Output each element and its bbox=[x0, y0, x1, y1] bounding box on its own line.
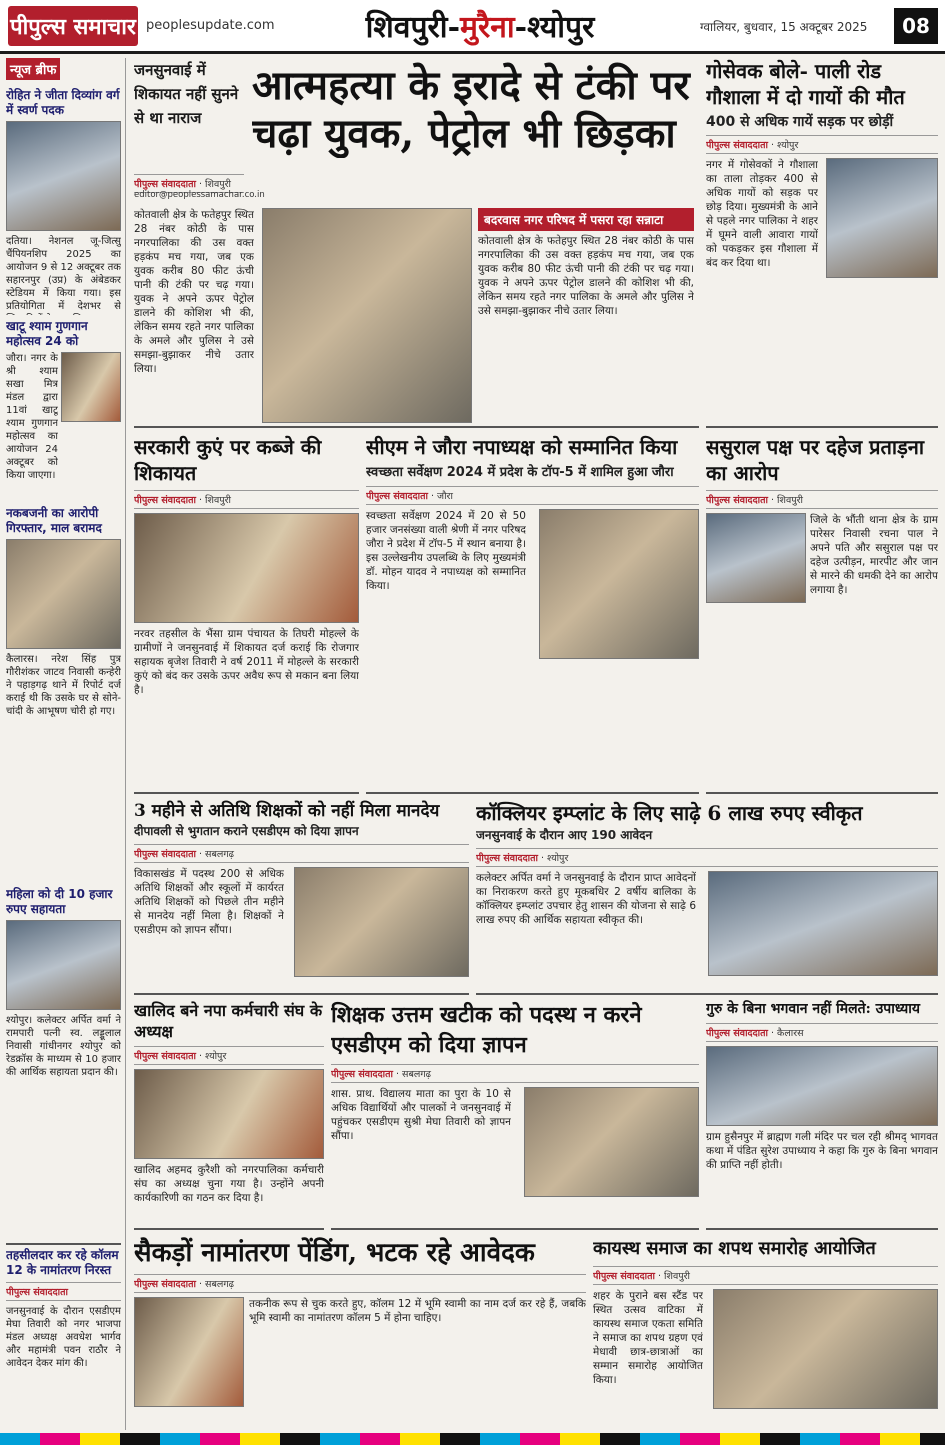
brief-title: रोहित ने जीता दिव्यांग वर्ग में स्वर्ण पदक bbox=[6, 88, 120, 117]
khalid-body: खालिद अहमद कुरैशी को नगरपालिका कर्मचारी संघ का अध्यक्ष चुना गया है। उन्होंने अपनी कार्यकारिणी का गठन कर दिया है। bbox=[134, 1164, 324, 1204]
byline-source: पीपुल्स संवाददाता bbox=[706, 495, 768, 506]
lead-body-cont: कोतवाली क्षेत्र के फतेहपुर स्थित 28 नंबर कोठी के पास नगरपालिका की उस वक्त हड़कंप मच गया, जब एक युवक करीब 80 फीट ऊंची पानी की टंकी पर चढ़ गया। युवक ने अपने ऊपर पेट्रोल डालने की कोशिश भी की, लेकिन समय रहते नगर पालिका के अमले और पुलिस ने उसे समझा-बुझाकर नीचे उतार लिया। bbox=[478, 235, 694, 317]
byline-source: पीपुल्स संवाददाता bbox=[476, 853, 538, 864]
lead-story bbox=[134, 58, 699, 428]
cochlear-subhead: जनसुनवाई के दौरान आए 190 आवेदन bbox=[476, 828, 653, 842]
guru-headline: गुरु के बिना भगवान नहीं मिलते: उपाध्याय bbox=[706, 1001, 921, 1017]
byline: पीपुल्स संवाददाता · श्योपुर bbox=[134, 1046, 324, 1065]
shikshak-photo bbox=[524, 1087, 699, 1197]
story-strap: बदरवास नगर परिषद में पसरा रहा सन्नाटा bbox=[478, 208, 694, 231]
cm-story bbox=[366, 434, 699, 794]
namantaran-photo bbox=[134, 1297, 244, 1407]
byline: पीपुल्स संवाददाता · शिवपुरी bbox=[706, 490, 938, 509]
news-brief-column bbox=[6, 58, 126, 1430]
byline-source: पीपुल्स संवाददाता bbox=[6, 1287, 68, 1298]
gaushala-story bbox=[706, 58, 938, 428]
byline-place: शिवपुरी bbox=[777, 495, 803, 506]
kayasth-photo bbox=[713, 1289, 938, 1409]
atithi-photo bbox=[294, 867, 469, 977]
byline: पीपुल्स संवाददाता · जौरा bbox=[366, 486, 699, 505]
sasural-photo bbox=[706, 513, 806, 603]
byline-place: शिवपुरी bbox=[205, 179, 231, 190]
kayasth-body: शहर के पुराने बस स्टैंड पर स्थित उत्सव वाटिका में कायस्थ समाज एकता समिति ने समाज का शपथ ग्रहण एवं मेधावी छात्र-छात्राओं का सम्मान समारोह आयोजित किया। bbox=[593, 1290, 703, 1386]
lead-photo-tank bbox=[262, 208, 472, 423]
brief-text: दतिया। नेशनल जू-जित्सु चैंपियनशिप 2025 का आयोजन 9 से 12 अक्टूबर तक सहारनपुर (उप्र) के अंबेडकर स्टेडियम में किया गया। इस प्रतियोगिता में देशभर से bbox=[6, 236, 121, 312]
brief-text: जौरा। नगर के श्री श्याम सखा मित्र मंडल द्वारा 11वां खाटू श्याम गुणगान महोत्सव का आयोजन 24 अक्टूबर को किया जाएगा। bbox=[6, 353, 58, 481]
byline-source: पीपुल्स संवाददाता bbox=[331, 1069, 393, 1080]
cm-headline: सीएम ने जौरा नपाध्यक्ष को सम्मानित किया bbox=[366, 435, 678, 459]
byline bbox=[6, 1282, 121, 1301]
byline: पीपुल्स संवाददाता · शिवपुरी bbox=[134, 174, 244, 193]
gaushala-headline: गोसेवक बोले- पाली रोड गौशाला में दो गायों की मौत bbox=[706, 59, 905, 109]
page-number: 08 bbox=[894, 8, 938, 44]
news-brief-tag: न्यूज ब्रीफ bbox=[6, 58, 60, 80]
brief-title: तहसीलदार कर रहे कॉलम 12 के नामांतरण निरस्त bbox=[6, 1243, 121, 1278]
guru-story bbox=[706, 1000, 938, 1230]
shikshak-story bbox=[331, 1000, 699, 1230]
brief-text: जनसुनवाई के दौरान एसडीएम मेघा तिवारी को नगर भाजपा मंडल अध्यक्ष अवधेश भार्गव और महामंत्री पवन राठौर ने आवेदन देकर मांग की। bbox=[6, 1306, 121, 1369]
byline-source: पीपुल्स संवाददाता bbox=[134, 495, 196, 506]
byline-place: श्योपुर bbox=[547, 853, 569, 864]
byline-place: शिवपुरी bbox=[664, 1271, 690, 1282]
sasural-headline: ससुराल पक्ष पर दहेज प्रताड़ना का आरोप bbox=[706, 435, 925, 485]
khalid-story bbox=[134, 1000, 324, 1230]
byline: पीपुल्स संवाददाता · सबलगढ़ bbox=[331, 1064, 699, 1083]
byline-place: श्योपुर bbox=[777, 140, 799, 151]
gaushala-subhead: 400 से अधिक गायें सड़क पर छोड़ीं bbox=[706, 114, 894, 130]
edition-part-a: शिवपुरी- bbox=[365, 10, 461, 45]
cm-subhead: स्वच्छता सर्वेक्षण 2024 में प्रदेश के टॉप-5 में शामिल हुआ जौरा bbox=[366, 465, 674, 480]
khalid-headline: खालिद बने नपा कर्मचारी संघ के अध्यक्ष bbox=[134, 1001, 323, 1041]
byline: पीपुल्स संवाददाता · श्योपुर bbox=[706, 135, 938, 154]
byline: पीपुल्स संवाददाता · शिवपुरी bbox=[593, 1266, 938, 1285]
brief-photo bbox=[6, 539, 121, 649]
sasural-story bbox=[706, 434, 938, 794]
byline-source: पीपुल्स संवाददाता bbox=[366, 491, 428, 502]
namantaran-story bbox=[134, 1236, 586, 1426]
byline: पीपुल्स संवाददाता · सबलगढ़ bbox=[134, 844, 469, 863]
byline-source: पीपुल्स संवाददाता bbox=[134, 179, 196, 190]
color-registration-strip bbox=[0, 1433, 945, 1445]
guru-body: ग्राम हुसैनपुर में ब्राह्मण गली मंदिर पर चल रही श्रीमद् भागवत कथा में पंडित सुरेश उपाध्याय ने कहा कि गुरु के बिना भगवान की प्राप्ति नहीं होती। bbox=[706, 1131, 938, 1171]
khalid-photo bbox=[134, 1069, 324, 1159]
byline: पीपुल्स संवाददाता · शिवपुरी bbox=[134, 490, 359, 509]
byline-place: सबलगढ़ bbox=[205, 849, 235, 860]
lead-body: कोतवाली क्षेत्र के फतेहपुर स्थित 28 नंबर कोठी के पास नगरपालिका की उस वक्त हड़कंप मच गया, जब एक युवक करीब 80 फीट ऊंची पानी की टंकी पर चढ़ गया। युवक ने अपने ऊपर पेट्रोल डालने की कोशिश भी की, लेकिन समय रहते नगर पालिका के अमले और पुलिस ने उसे समझा-बुझाकर नीचे उतार लिया। bbox=[134, 209, 254, 375]
byline-place: कैलारस bbox=[777, 1028, 804, 1039]
byline: पीपुल्स संवाददाता · कैलारस bbox=[706, 1023, 938, 1042]
sarkari-story bbox=[134, 434, 359, 794]
site-url[interactable]: peoplesupdate.com bbox=[146, 18, 275, 33]
cochlear-headline: कॉक्लियर इम्प्लांट के लिए साढ़े 6 लाख रुपए स्वीकृत bbox=[476, 801, 863, 825]
byline-source: पीपुल्स संवाददाता bbox=[134, 1279, 196, 1290]
shikshak-headline: शिक्षक उत्तम खटीक को पदस्थ न करने एसडीएम को दिया ज्ञापन bbox=[331, 1002, 642, 1058]
byline: पीपुल्स संवाददाता · श्योपुर bbox=[476, 848, 938, 867]
sasural-body: जिले के भौंती थाना क्षेत्र के ग्राम पारेसर निवासी रचना पाल ने अपने पति और ससुराल पक्ष पर दहेज उत्पीड़न, मारपीट और जान से मारने की धमकी देने का आरोप लगाया है। bbox=[810, 514, 938, 596]
byline-place: जौरा bbox=[437, 491, 453, 502]
cochlear-photo bbox=[708, 871, 938, 976]
brief-title: महिला को दी 10 हजार रुपए सहायता bbox=[6, 887, 113, 916]
brief-photo bbox=[61, 352, 121, 422]
sarkari-body: नरवर तहसील के भैंसा ग्राम पंचायत के तिघरी मोहल्ले के ग्रामीणों ने जनसुनवाई में शिकायत दर्ज कराई कि रोजगार सहायक बृजेश तिवारी ने वर्ष 2011 में मोहल्ले के सरकारी कुएं को बंद कर उसके ऊपर अवैध रूप से मकान बना लिया है। bbox=[134, 628, 359, 696]
atithi-story bbox=[134, 800, 469, 995]
namantaran-headline: सैकड़ों नामांतरण पेंडिंग, भटक रहे आवेदक bbox=[134, 1238, 535, 1268]
byline-email: editor@peoplessamachar.co.in bbox=[134, 190, 265, 200]
namantaran-body: तकनीक रूप से चुक करते हुए, कॉलम 12 में भूमि स्वामी का नाम दर्ज कर रहे हैं, जबकि भूमि स्वामी का नामांतरण कॉलम 5 में होना चाहिए। bbox=[249, 1298, 586, 1324]
guru-photo bbox=[706, 1046, 938, 1126]
newspaper-logo: पीपुल्स समाचार bbox=[8, 6, 138, 46]
byline-place: शिवपुरी bbox=[205, 495, 231, 506]
side-note: जनसुनवाई में शिकायत नहीं सुनने से था नाराज bbox=[134, 61, 239, 127]
sarkari-photo bbox=[134, 513, 359, 623]
byline-place: सबलगढ़ bbox=[205, 1279, 235, 1290]
cochlear-body: कलेक्टर अर्पित वर्मा ने जनसुनवाई के दौरान प्राप्त आवेदनों का निराकरण करते हुए मूकबधिर 2 वर्षीय बालिका के कॉक्लियर इम्प्लांट उपचार हेतु शासन की योजना से साढ़े 6 लाख रुपए की आर्थिक सहायता स्वीकृत की। bbox=[476, 872, 696, 926]
gaushala-photo bbox=[826, 158, 938, 278]
lead-headline: आत्महत्या के इरादे से टंकी पर चढ़ा युवक, पेट्रोल भी छिड़का bbox=[252, 62, 690, 157]
brief-photo bbox=[6, 920, 121, 1010]
byline-place: श्योपुर bbox=[205, 1051, 227, 1062]
edition-part-c: -श्योपुर bbox=[514, 10, 595, 45]
byline-place: सबलगढ़ bbox=[402, 1069, 432, 1080]
shikshak-body: शास. प्राथ. विद्यालय माता का पुरा के 10 से अधिक विद्यार्थियों और पालकों ने जनसुनवाई में पहुंचकर एसडीएम सुश्री मेघा तिवारी को ज्ञापन सौंपा। bbox=[331, 1088, 511, 1142]
atithi-body: विकासखंड में पदस्थ 200 से अधिक अतिथि शिक्षकों और स्कूलों में कार्यरत अतिथि शिक्षकों को पिछले तीन महीने से मानदेय नहीं मिला है। शिक्षकों ने एसडीएम को ज्ञापन सौंपा। bbox=[134, 868, 284, 936]
atithi-subhead: दीपावली से भुगतान कराने एसडीएम को दिया ज्ञापन bbox=[134, 824, 359, 838]
masthead bbox=[0, 0, 945, 54]
gaushala-body: नगर में गोसेवकों ने गौशाला का ताला तोड़कर 400 से अधिक गायों को सड़क पर छोड़ दिया। मुख्यमंत्री के आने से पहले नगर पालिका ने शहर में घूमने वाली आवारा गायों को पकड़कर इस गौशाला में बंद कर दिया था। bbox=[706, 159, 818, 269]
issue-date: ग्वालियर, बुधवार, 15 अक्टूबर 2025 bbox=[700, 20, 868, 34]
brief-text: कैलारस। नरेश सिंह पुत्र गौरीशंकर जाटव निवासी कन्हेरी ने पहाड़गढ़ थाने में रिपोर्ट दर्ज कराई थी कि उसके घर से सोने-चांदी के आभूषण चोरी हो गए। bbox=[6, 654, 121, 717]
kayasth-story bbox=[593, 1236, 938, 1426]
byline-source: पीपुल्स संवाददाता bbox=[134, 1051, 196, 1062]
byline-source: पीपुल्स संवाददाता bbox=[593, 1271, 655, 1282]
brief-title: खाटू श्याम गुणगान महोत्सव 24 को bbox=[6, 319, 88, 348]
byline-source: पीपुल्स संवाददाता bbox=[134, 849, 196, 860]
byline-source: पीपुल्स संवाददाता bbox=[706, 1028, 768, 1039]
cm-photo bbox=[539, 509, 699, 659]
kayasth-headline: कायस्थ समाज का शपथ समारोह आयोजित bbox=[593, 1238, 876, 1259]
sarkari-headline: सरकारी कुएं पर कब्जे की शिकायत bbox=[134, 435, 322, 485]
edition-title bbox=[330, 5, 630, 46]
byline: पीपुल्स संवाददाता · सबलगढ़ bbox=[134, 1274, 586, 1293]
byline-source: पीपुल्स संवाददाता bbox=[706, 140, 768, 151]
cochlear-story bbox=[476, 800, 938, 995]
brief-photo bbox=[6, 121, 121, 231]
brief-text: श्योपुर। कलेक्टर अर्पित वर्मा ने रामपारी पत्नी स्व. लड्डूलाल निवासी गांधीनगर श्योपुर को रेडक्रॉस के माध्यम से 10 हजार की आर्थिक सहायता प्रदान की। bbox=[6, 1015, 121, 1078]
edition-part-b: मुरैना bbox=[460, 10, 515, 45]
brief-title: नकबजनी का आरोपी गिरफ्तार, माल बरामद bbox=[6, 506, 102, 535]
atithi-headline: 3 महीने से अतिथि शिक्षकों को नहीं मिला मानदेय bbox=[134, 801, 440, 821]
cm-body: स्वच्छता सर्वेक्षण 2024 में 20 से 50 हजार जनसंख्या वाली श्रेणी में नगर परिषद जौरा ने प्रदेश में टॉप-5 में स्थान बनाया है। इस उल्लेखनीय उपलब्धि के लिए मुख्यमंत्री डॉ. मोहन यादव ने नपाध्यक्ष को सम्मानित किया। bbox=[366, 510, 526, 592]
